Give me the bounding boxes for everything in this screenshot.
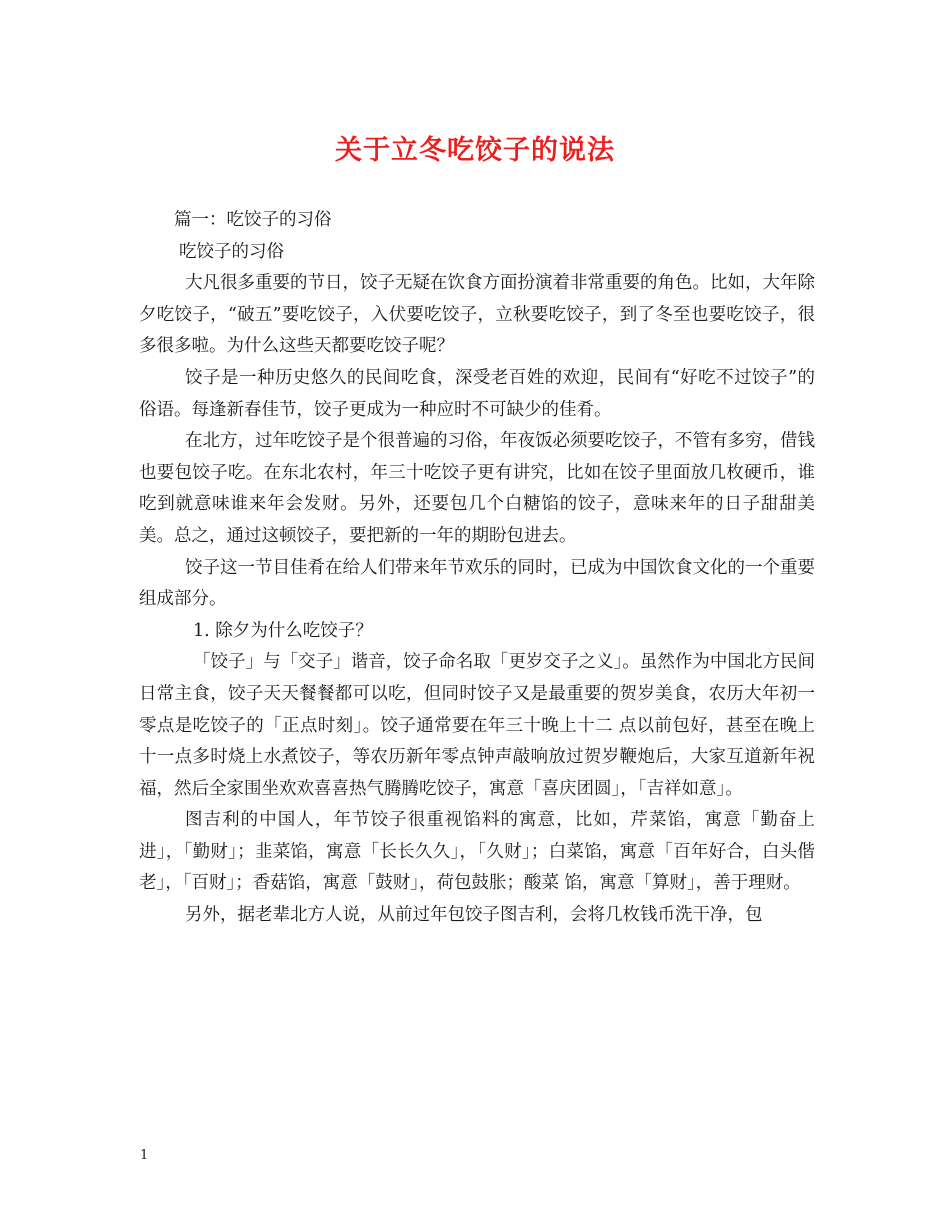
paragraph: 在北方，过年吃饺子是个很普遍的习俗，年夜饭必须要吃饺子，不管有多穷，借钱也要包饺子吃。在东北农村，年三十吃饺子更有讲究，比如在饺子里面放几枚硬币，谁吃到就意味谁来年会发财。另外，还要包几个白糖馅的饺子，意味来年的日子甜甜美美。总之，通过这顿饺子，要把新的一年的期盼包进去。 bbox=[139, 431, 815, 546]
page-number: 1 bbox=[140, 1148, 149, 1163]
paragraph: 饺子是一种历史悠久的民间吃食，深受老百姓的欢迎，民间有“好吃不过饺子”的俗语。每逢新春佳节，饺子更成为一种应时不可缺少的佳肴。 bbox=[139, 367, 815, 420]
subheading: 吃饺子的习俗 bbox=[179, 241, 284, 262]
paragraph: 图吉利的中国人，年节饺子很重视馅料的寓意，比如，芹菜馅，寓意「勤奋上进」，「勤财」；韭菜馅，寓意「长长久久」，「久财」；白菜馅，寓意「百年好合，白头偕老」，「百财」；香菇馅，寓意「鼓财」，荷包鼓胀；酸菜 馅，寓意「算财」，善于理财。 bbox=[139, 810, 815, 894]
document-body bbox=[139, 205, 815, 932]
paragraph: 「饺子」与「交子」谐音，饺子命名取「更岁交子之义」。虽然作为中国北方民间日常主食，饺子天天餐餐都可以吃，但同时饺子又是最重要的贺岁美食，农历大年初一零点是吃饺子的「正点时刻」。饺子通常要在年三十晚上十二 点以前包好，甚至在晚上十一点多时烧上水煮饺子，等农历新年零点钟声敲响放过贺岁鞭炮后，大家互道新年祝福，然后全家围坐欢欢喜喜热气腾腾吃饺子，寓意「喜庆团圆」，「吉祥如意」。 bbox=[139, 652, 815, 799]
list-item: 1. 除夕为什么吃饺子？ bbox=[193, 620, 373, 641]
paragraph: 饺子这一节目佳肴在给人们带来年节欢乐的同时，已成为中国饮食文化的一个重要组成部分。 bbox=[139, 557, 815, 610]
document-title: 关于立冬吃饺子的说法 bbox=[335, 135, 615, 166]
section-heading: 篇一：吃饺子的习俗 bbox=[174, 210, 332, 230]
paragraph: 另外，据老辈北方人说，从前过年包饺子图吉利，会将几枚钱币洗干净，包 bbox=[185, 905, 763, 926]
paragraph: 大凡很多重要的节日，饺子无疑在饮食方面扮演着非常重要的角色。比如，大年除夕吃饺子，“破五”要吃饺子，入伏要吃饺子，立秋要吃饺子，到了冬至也要吃饺子，很多很多啦。为什么这些天都要吃饺子呢？ bbox=[139, 273, 815, 357]
